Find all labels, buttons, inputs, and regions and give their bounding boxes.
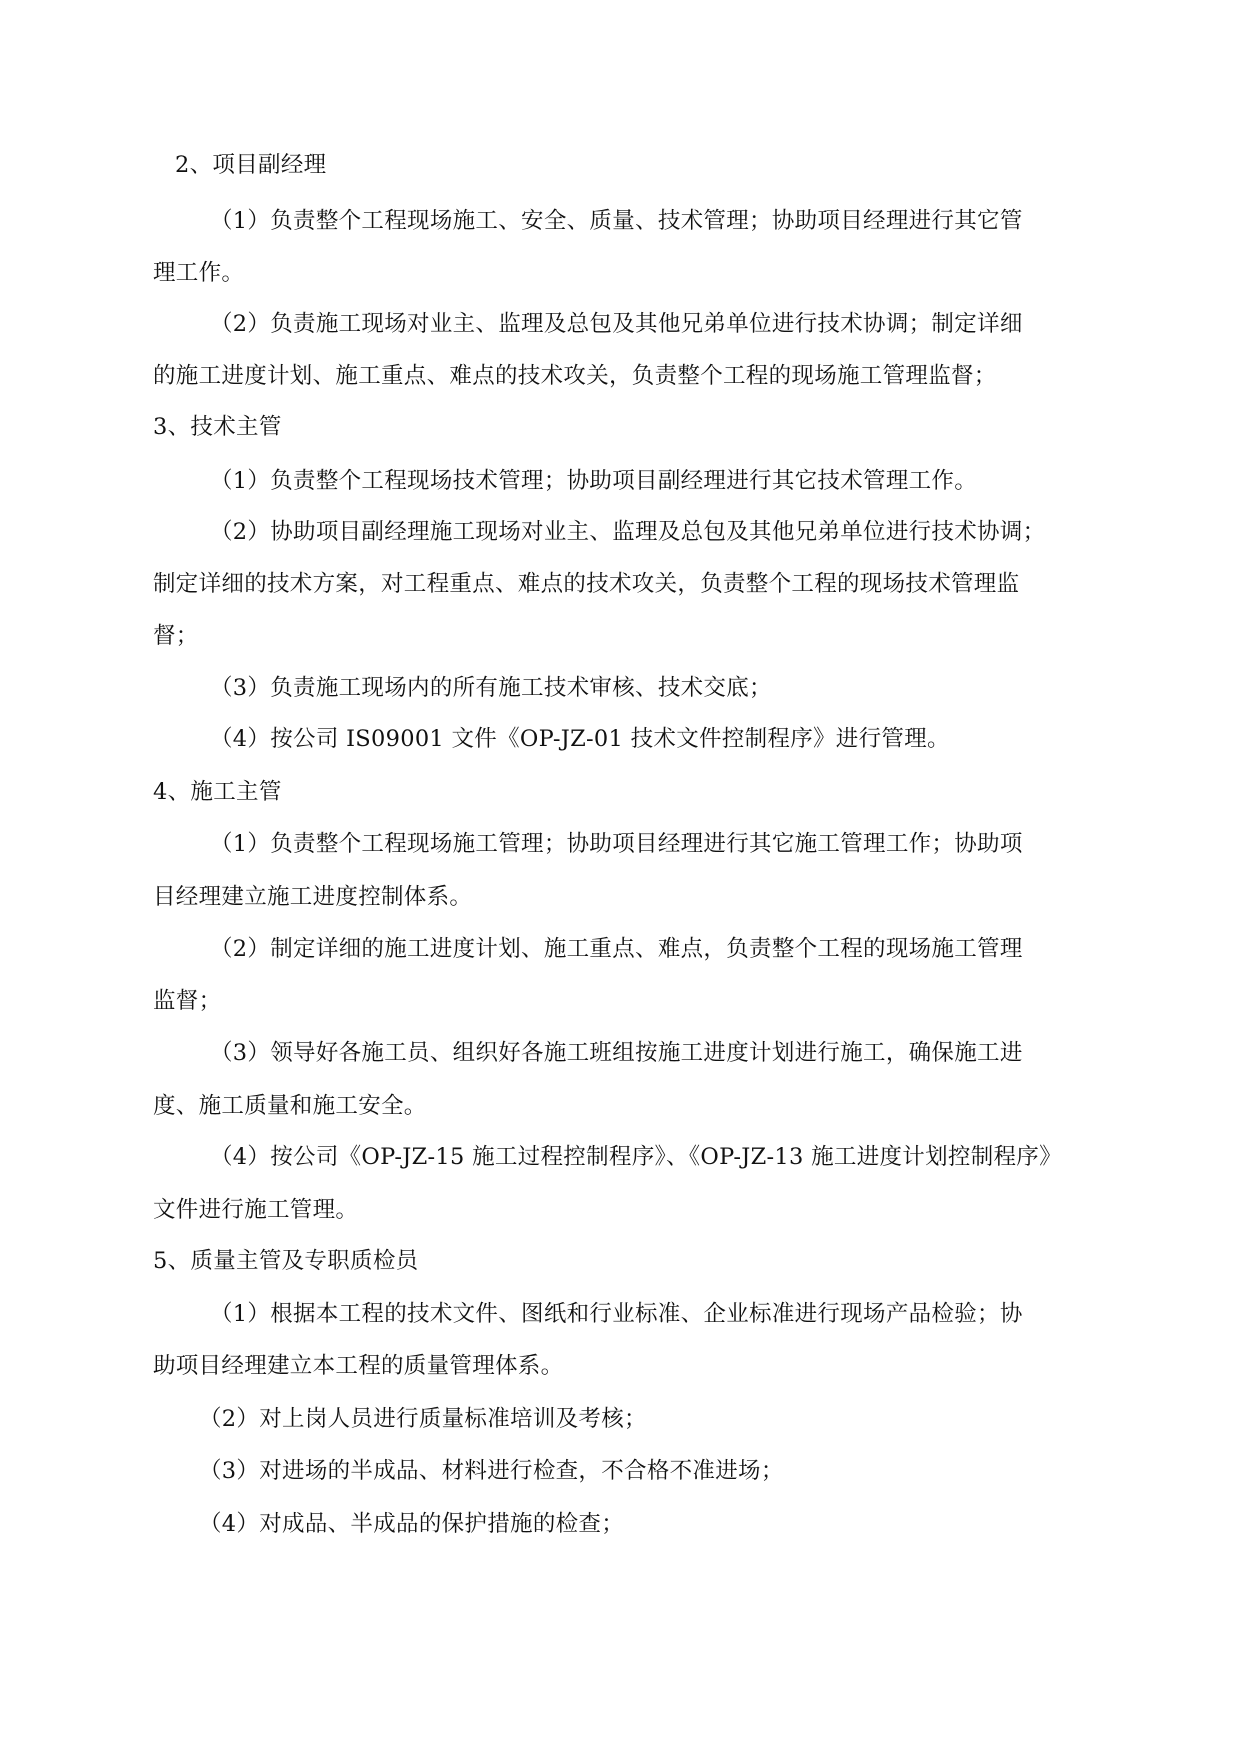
section-heading-quality-supervisor: 5、质量主管及专职质检员	[153, 1248, 419, 1274]
paragraph-line: （1）负责整个工程现场施工管理；协助项目经理进行其它施工管理工作；协助项	[210, 831, 1023, 857]
paragraph-line: 文件进行施工管理。	[153, 1197, 359, 1223]
paragraph-line: 助项目经理建立本工程的质量管理体系。	[153, 1353, 564, 1379]
paragraph-line: （4）对成品、半成品的保护措施的检查；	[199, 1511, 625, 1537]
section-heading-technical-supervisor: 3、技术主管	[153, 414, 282, 440]
paragraph-line: （3）负责施工现场内的所有施工技术审核、技术交底；	[210, 675, 772, 701]
section-heading-deputy-manager: 2、项目副经理	[175, 152, 327, 178]
paragraph-line: 制定详细的技术方案，对工程重点、难点的技术攻关，负责整个工程的现场技术管理监	[153, 571, 1020, 597]
paragraph-line: （1）根据本工程的技术文件、图纸和行业标准、企业标准进行现场产品检验；协	[210, 1301, 1023, 1327]
paragraph-line: 督；	[153, 623, 199, 649]
section-heading-construction-supervisor: 4、施工主管	[153, 779, 282, 805]
paragraph-line: （2）负责施工现场对业主、监理及总包及其他兄弟单位进行技术协调；制定详细	[210, 311, 1023, 337]
paragraph-line: （1）负责整个工程现场施工、安全、质量、技术管理；协助项目经理进行其它管	[210, 208, 1023, 234]
paragraph-line: （3）对进场的半成品、材料进行检查，不合格不准进场；	[199, 1458, 784, 1484]
paragraph-line: （3）领导好各施工员、组织好各施工班组按施工进度计划进行施工，确保施工进	[210, 1040, 1023, 1066]
paragraph-line: 监督；	[153, 988, 222, 1014]
paragraph-line: 度、施工质量和施工安全。	[153, 1093, 427, 1119]
paragraph-line: 的施工进度计划、施工重点、难点的技术攻关，负责整个工程的现场施工管理监督；	[153, 363, 997, 389]
paragraph-line: （4）按公司《OP-JZ-15 施工过程控制程序》、《OP-JZ-13 施工进度计划控制程序》	[210, 1144, 1062, 1170]
paragraph-line: （2）协助项目副经理施工现场对业主、监理及总包及其他兄弟单位进行技术协调；	[210, 519, 1046, 545]
paragraph-line: 目经理建立施工进度控制体系。	[153, 884, 473, 910]
paragraph-line: （2）对上岗人员进行质量标准培训及考核；	[199, 1406, 647, 1432]
paragraph-line: （1）负责整个工程现场技术管理；协助项目副经理进行其它技术管理工作。	[210, 468, 978, 494]
paragraph-line: 理工作。	[153, 260, 245, 286]
paragraph-line: （2）制定详细的施工进度计划、施工重点、难点，负责整个工程的现场施工管理	[210, 936, 1023, 962]
paragraph-line: （4）按公司 IS09001 文件《OP-JZ-01 技术文件控制程序》进行管理。	[210, 726, 950, 752]
